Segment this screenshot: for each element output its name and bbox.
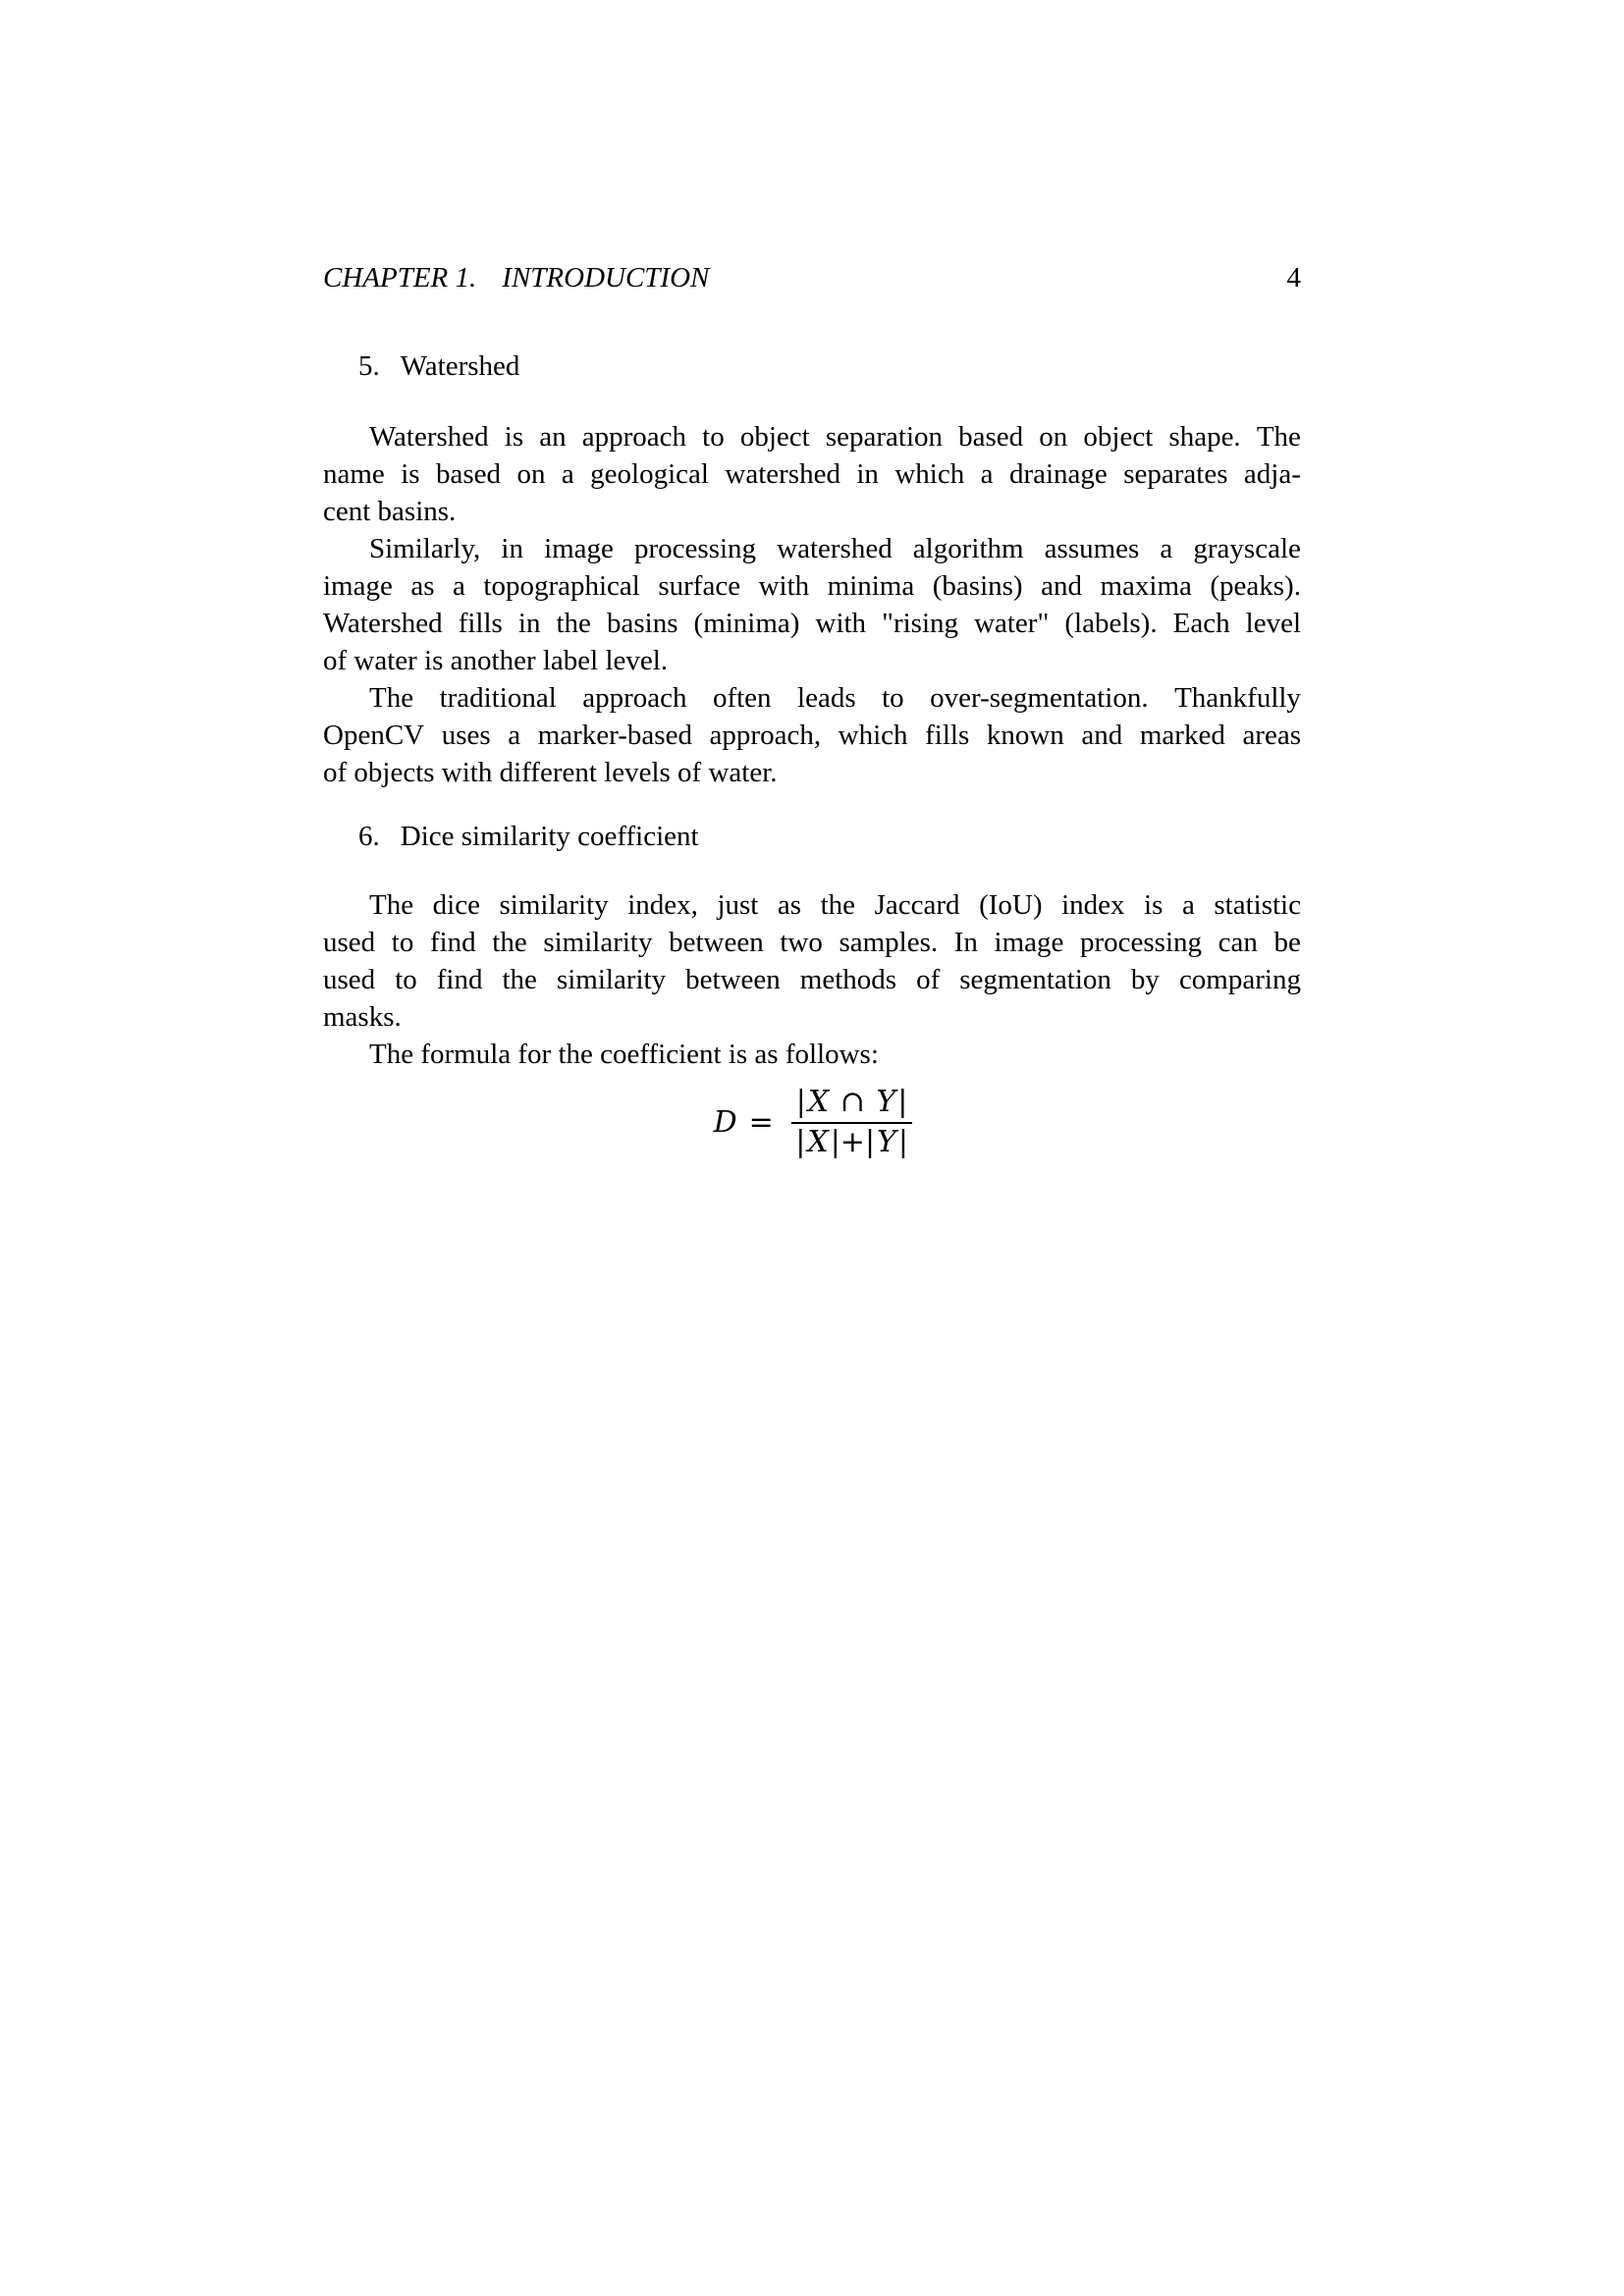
word: water" [974,608,1050,639]
text-line [323,886,1301,924]
word: used [323,927,376,958]
word: similarity [499,889,609,921]
dice-formula [323,1086,1301,1159]
word: two [780,927,823,958]
word: grayscale [1193,533,1301,564]
word: by [1130,964,1160,995]
paragraph [323,1036,1301,1073]
word: index, [627,889,698,921]
word: can [1218,927,1258,958]
word: approach [582,682,687,714]
word: (basins) [932,570,1023,602]
word: and [1081,720,1123,751]
math-variable: Y [876,1085,896,1119]
word: traditional [439,682,557,714]
word: dice [432,889,480,921]
word: based [958,421,1024,453]
word: similarity [556,964,667,995]
text-line [323,961,1301,998]
word: leads [797,682,856,714]
word: separation [825,421,944,453]
text-line: The formula for the coefficient is as follows: [369,1039,879,1070]
word: Jaccard [874,889,960,921]
word: (minima) [693,608,800,639]
formula-denominator: |X|+|Y| [795,1125,908,1159]
text-line: of water is another label level. [323,645,669,676]
word: shape. [1168,421,1241,453]
item-number: 6. [358,821,380,852]
text-line [323,567,1301,605]
word: on [516,458,546,490]
word: basins [606,608,678,639]
word: often [712,682,772,714]
word: fills [925,720,970,751]
word: watershed [777,533,893,564]
word: uses [441,720,491,751]
word: processing [634,533,757,564]
text-line [323,455,1301,493]
text-line [323,418,1301,455]
word: is [504,421,524,453]
word: object [739,421,810,453]
word: marker-based [537,720,692,751]
formula-lhs [712,1105,774,1140]
word: approach [581,421,687,453]
word: comparing [1178,964,1301,995]
page-number: 4 [1286,262,1301,294]
word: on [1039,421,1068,453]
chapter-name: INTRODUCTION [502,262,710,294]
word: drainage [1008,458,1108,490]
word: to [702,421,725,453]
word: the [556,608,591,639]
word: Each [1172,608,1230,639]
paragraph [323,418,1301,530]
word: adja- [1243,458,1301,490]
text-line: masks. [323,1001,402,1033]
word: which [894,458,965,490]
word: algorithm [912,533,1024,564]
word: name [323,458,385,490]
word: just [717,889,759,921]
word: a [1160,533,1173,564]
word: a [980,458,994,490]
word: an [539,421,567,453]
word: as [410,570,435,602]
word: based [436,458,502,490]
word: the [820,889,856,921]
word: to [882,682,904,714]
text-line: of objects with different levels of water. [323,757,778,788]
word: watershed [725,458,840,490]
formula-fraction [791,1086,913,1159]
word: as [777,889,802,921]
list-item-heading [323,347,1301,385]
word: In [953,927,978,958]
word: be [1273,927,1301,958]
word: Thankfully [1174,682,1301,714]
word: samples. [839,927,939,958]
word: The [369,889,414,921]
text-line: cent basins. [323,496,457,527]
word: find [429,927,476,958]
word: OpenCV [323,720,425,751]
word: Watershed [323,608,443,639]
word: segmentation [959,964,1111,995]
word: statistic [1214,889,1301,921]
text-line [323,717,1301,754]
word: minima [827,570,915,602]
item-label: Dice similarity coefficient [400,821,699,852]
text-line [323,605,1301,642]
page-body [323,347,1301,1159]
word: Watershed [369,421,489,453]
word: object [1083,421,1154,453]
math-variable: X [807,1125,829,1159]
word: with [815,608,867,639]
word: Similarly, [369,533,481,564]
word: and [1041,570,1082,602]
word: "rising [882,608,959,639]
word: maxima [1100,570,1192,602]
chapter-title [323,259,709,296]
word: to [391,927,414,958]
math-variable: Y [877,1125,896,1159]
word: image [544,533,614,564]
item-number: 5. [358,350,380,382]
word: image [994,927,1064,958]
word: between [669,927,764,958]
paragraph [323,679,1301,791]
word: processing [1080,927,1203,958]
chapter-label: CHAPTER 1. [323,262,477,294]
word: in [501,533,523,564]
word: assumes [1044,533,1140,564]
word: known [986,720,1064,751]
word: the [492,927,527,958]
word: of [916,964,941,995]
word: geological [590,458,709,490]
word: a [1181,889,1195,921]
word: is [401,458,420,490]
text-line [323,924,1301,961]
word: over-segmentation. [930,682,1149,714]
word: which [838,720,908,751]
word: the [502,964,537,995]
word: with [758,570,810,602]
item-label: Watershed [400,350,520,382]
word: used [323,964,376,995]
word: similarity [543,927,653,958]
word: index [1061,889,1125,921]
word: a [508,720,521,751]
list-item-heading [323,818,1301,855]
word: between [685,964,781,995]
math-variable: X [807,1085,830,1119]
word: a [561,458,574,490]
word: marked [1139,720,1225,751]
word: in [517,608,541,639]
word: separates [1123,458,1228,490]
word: The [369,682,414,714]
word: to [395,964,417,995]
word: (labels). [1064,608,1158,639]
word: approach, [709,720,822,751]
paragraph [323,530,1301,679]
word: in [856,458,879,490]
word: (IoU) [979,889,1043,921]
paragraph [323,886,1301,1036]
word: fills [458,608,503,639]
text-line [323,679,1301,717]
word: a [453,570,465,602]
word: is [1144,889,1164,921]
word: surface [658,570,741,602]
text-line [323,530,1301,567]
word: areas [1242,720,1301,751]
word: (peaks). [1210,570,1301,602]
word: methods [799,964,897,995]
word: level [1245,608,1301,639]
running-header [323,259,1301,296]
formula-equals: = [748,1105,774,1140]
math-variable: D [713,1105,737,1140]
word: The [1256,421,1301,453]
word: find [436,964,483,995]
formula-numerator: |X ∩ Y| [791,1086,913,1124]
word: topographical [483,570,640,602]
word: image [323,570,393,602]
